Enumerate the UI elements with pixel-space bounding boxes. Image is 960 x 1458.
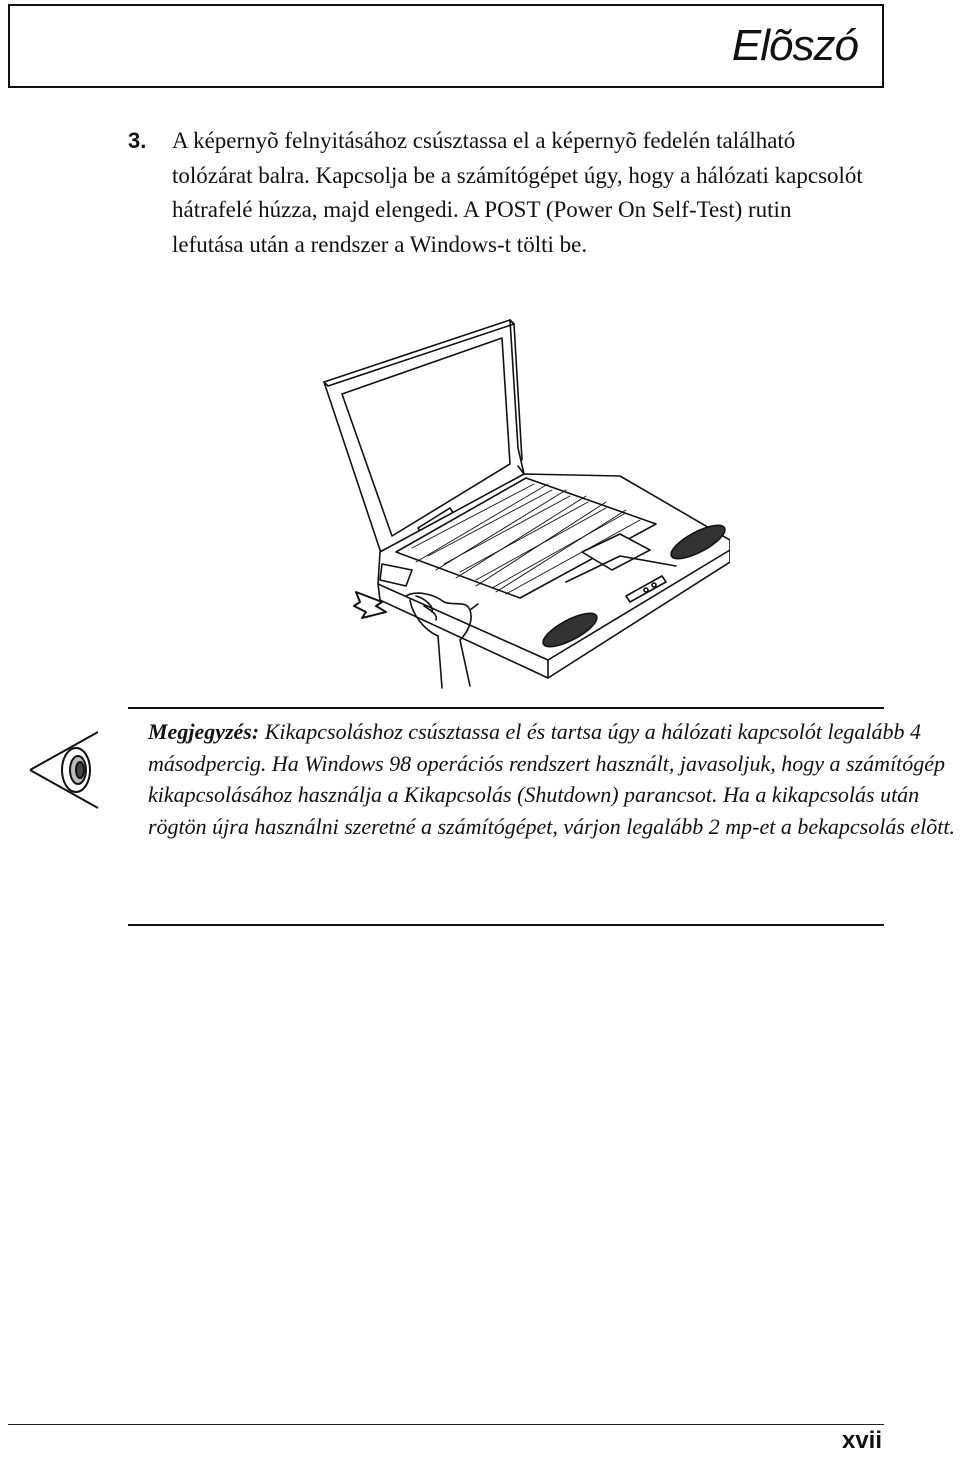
note-label: Megjegyzés:	[148, 719, 260, 744]
page-number: xvii	[841, 1427, 882, 1454]
step-text: A képernyõ felnyitásához csúsztassa el a képernyõ fedelén található tolózárat balra. Kapcsolja be a számítógépet úgy, hogy a hálózati kapcsolót hátrafelé húzza, majd elengedi. A POST (Power On Self-Test) rutin lefutása után a rendszer a Windows-t tölti be.	[172, 128, 863, 257]
header-box	[8, 4, 884, 88]
note-bottom-rule	[128, 924, 884, 926]
laptop-illustration	[320, 300, 730, 695]
step-number: 3.	[128, 128, 147, 153]
eye-icon	[26, 728, 106, 817]
footer-rule	[8, 1424, 884, 1425]
step-3	[128, 124, 868, 262]
note-top-rule	[128, 707, 884, 709]
note-text: Kikapcsoláshoz csúsztassa el és tartsa úgy a hálózati kapcsolót legalább 4 másodpercig. Ha Windows 98 operációs rendszert használt, javasoljuk, hogy a számítógép kikapcsolásához használja a Kikapcsolás (Shutdown) parancsot. Ha a kikapcsolás után rögtön újra használni szeretné a számítógépet, várjon legalább 2 mp-et a bekapcsolás elõtt.	[148, 719, 955, 839]
page-title: Elõszó	[731, 21, 858, 70]
note-block	[148, 716, 960, 842]
